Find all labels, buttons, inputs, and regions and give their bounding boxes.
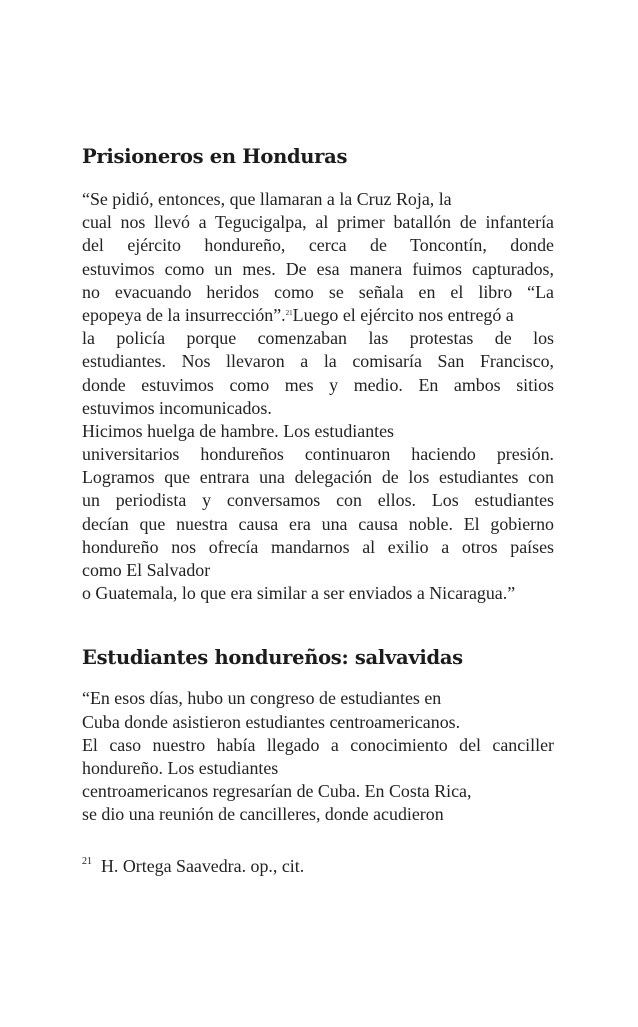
text-fragment: Luego el ejército nos entregó a	[292, 304, 514, 325]
book-page	[82, 142, 554, 878]
text-line: decían que nuestra causa era una causa noble. El gobierno	[82, 513, 554, 534]
text-line: Cuba donde asistieron estudiantes centroamericanos.	[82, 711, 461, 732]
text-line: Logramos que entrara una delegación de los estudiantes con	[82, 467, 554, 488]
text-line: hondureño nos ofrecía mandarnos al exilio a otros países	[82, 536, 554, 557]
text-line: cual nos llevó a Tegucigalpa, al primer batallón de infantería	[82, 212, 554, 233]
spacer	[82, 673, 554, 687]
footnote	[82, 855, 554, 878]
text-line: estuvimos incomunicados.	[82, 397, 272, 418]
text-line: no evacuando heridos como se señala en el libro “La	[82, 281, 554, 302]
text-line: estudiantes. Nos llevaron a la comisaría San Francisco,	[82, 351, 554, 372]
text-line: donde estuvimos como mes y medio. En ambos sitios	[82, 374, 554, 395]
text-line-with-footnote	[82, 304, 554, 327]
section-heading-estudiantes: Estudiantes hondureños: salvavidas	[82, 646, 463, 670]
text-line: El caso nuestro había llegado a conocimiento del canciller	[82, 734, 554, 755]
text-line: hondureño. Los estudiantes	[82, 757, 279, 778]
paragraph-prisioneros	[82, 188, 554, 605]
spacer	[82, 605, 554, 643]
text-line: o Guatemala, lo que era similar a ser enviados a Nicaragua.”	[82, 583, 516, 604]
text-line: un periodista y conversamos con ellos. Los estudiantes	[82, 490, 554, 511]
text-line: Hicimos huelga de hambre. Los estudiantes	[82, 420, 395, 441]
footnote-text: H. Ortega Saavedra. op., cit.	[101, 855, 305, 876]
spacer	[82, 827, 554, 855]
text-line: se dio una reunión de cancilleres, donde acudieron	[82, 804, 444, 825]
text-line: “Se pidió, entonces, que llamaran a la Cruz Roja, la	[82, 189, 452, 209]
spacer	[82, 172, 554, 188]
section-heading-prisioneros: Prisioneros en Honduras	[82, 145, 348, 168]
text-line: universitarios hondureños continuaron haciendo presión.	[82, 444, 554, 465]
text-line: la policía porque comenzaban las protestas de los	[82, 328, 554, 349]
text-line: centroamericanos regresarían de Cuba. En Costa Rica,	[82, 781, 472, 802]
text-line: estuvimos como un mes. De esa manera fuimos capturados,	[82, 258, 554, 279]
text-line: del ejército hondureño, cerca de Toncontín, donde	[82, 235, 554, 256]
text-line: como El Salvador	[82, 560, 211, 580]
footnote-reference: 21	[285, 308, 293, 317]
text-fragment: epopeya de la insurrección”.	[82, 304, 286, 325]
paragraph-estudiantes	[82, 687, 554, 826]
text-line: “En esos días, hubo un congreso de estudiantes en	[82, 688, 442, 709]
footnote-number: 21	[82, 855, 92, 867]
